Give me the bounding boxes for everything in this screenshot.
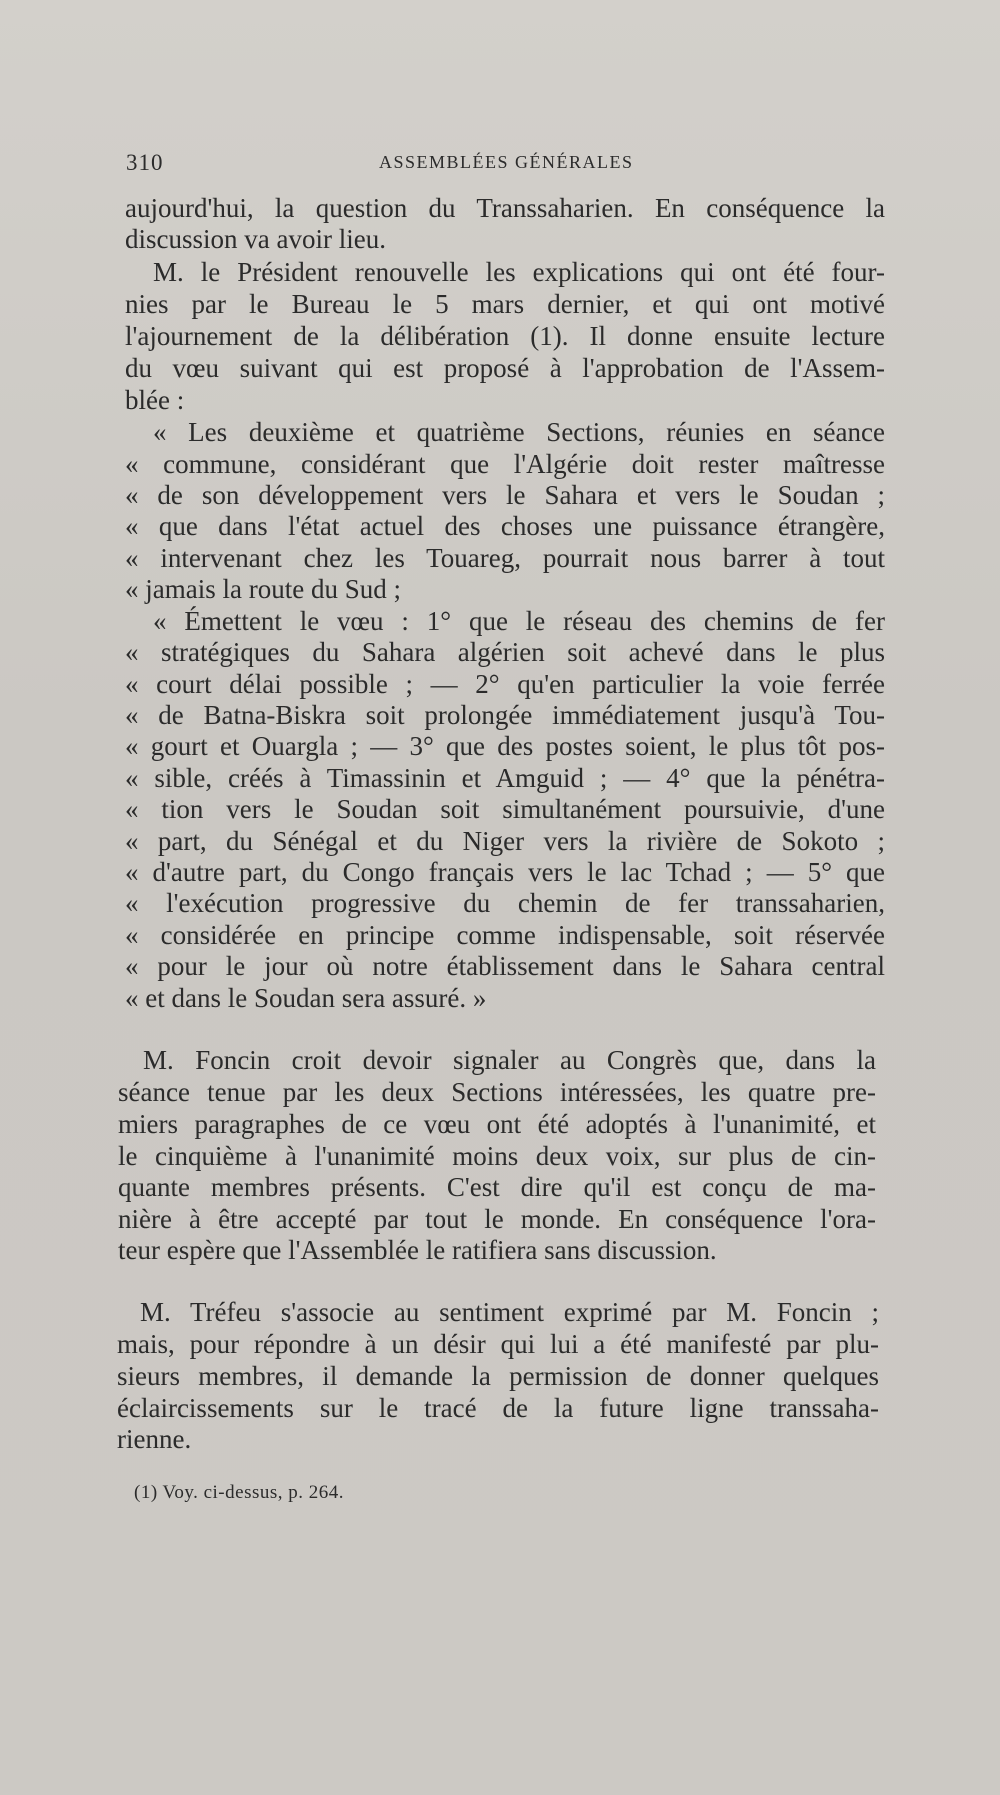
quote-line: « d'autre part, du Congo français vers le lac Tchad ; — 5° que [125, 857, 885, 887]
quote-line: « jamais la route du Sud ; [125, 574, 401, 604]
text-line: M. Tréfeu s'associe au sentiment exprimé par M. Foncin ; [140, 1297, 879, 1327]
quote-line: « part, du Sénégal et du Niger vers la rivière de Sokoto ; [125, 826, 885, 856]
quote-line: « commune, considérant que l'Algérie doit rester maîtresse [125, 449, 885, 479]
quote-line: « pour le jour où notre établissement dans le Sahara central [125, 951, 885, 981]
text-line: éclaircissements sur le tracé de la future ligne transsaha- [117, 1393, 879, 1423]
text-line: sieurs membres, il demande la permission de donner quelques [117, 1361, 879, 1391]
text-line: du vœu suivant qui est proposé à l'approbation de l'Assem- [125, 353, 885, 383]
quote-line: « l'exécution progressive du chemin de fer transsaharien, [125, 888, 885, 918]
text-line: blée : [125, 385, 185, 415]
quote-line: « de son développement vers le Sahara et vers le Soudan ; [125, 480, 885, 510]
page-number: 310 [126, 150, 164, 175]
running-head: ASSEMBLÉES GÉNÉRALES [379, 152, 634, 172]
text-line: teur espère que l'Assemblée le ratifiera sans discussion. [118, 1235, 717, 1265]
quote-line: « sible, créés à Timassinin et Amguid ; — 4° que la pénétra- [125, 763, 885, 793]
text-line: nies par le Bureau le 5 mars dernier, et qui ont motivé [125, 289, 885, 319]
quote-line: « gourt et Ouargla ; — 3° que des postes soient, le plus tôt pos- [125, 731, 885, 761]
quote-line: « court délai possible ; — 2° qu'en particulier la voie ferrée [125, 669, 885, 699]
text-line: rienne. [117, 1424, 192, 1454]
quote-line: « considérée en principe comme indispensable, soit réservée [125, 920, 885, 950]
text-line: aujourd'hui, la question du Transsaharien. En conséquence la [125, 193, 885, 223]
quote-line: « Émettent le vœu : 1° que le réseau des chemins de fer [153, 606, 885, 636]
text-line: M. le Président renouvelle les explications qui ont été four- [153, 257, 885, 287]
page-header [126, 150, 646, 180]
quote-line: « que dans l'état actuel des choses une puissance étrangère, [125, 511, 885, 541]
text-line: quante membres présents. C'est dire qu'il est conçu de ma- [118, 1172, 876, 1202]
quote-line: « et dans le Soudan sera assuré. » [125, 983, 487, 1013]
text-line: nière à être accepté par tout le monde. En conséquence l'ora- [118, 1204, 876, 1234]
text-line: M. Foncin croit devoir signaler au Congrès que, dans la [143, 1045, 876, 1075]
text-line: mais, pour répondre à un désir qui lui a été manifesté par plu- [117, 1329, 879, 1359]
text-line: l'ajournement de la délibération (1). Il donne ensuite lecture [125, 321, 885, 351]
footnote: (1) Voy. ci-dessus, p. 264. [134, 1482, 345, 1503]
quote-line: « de Batna-Biskra soit prolongée immédiatement jusqu'à Tou- [125, 700, 885, 730]
text-line: séance tenue par les deux Sections intéressées, les quatre pre- [118, 1077, 876, 1107]
quote-line: « intervenant chez les Touareg, pourrait nous barrer à tout [125, 543, 885, 573]
text-line: discussion va avoir lieu. [125, 224, 386, 254]
quote-line: « stratégiques du Sahara algérien soit achevé dans le plus [125, 637, 885, 667]
text-line: le cinquième à l'unanimité moins deux voix, sur plus de cin- [118, 1141, 876, 1171]
text-line: miers paragraphes de ce vœu ont été adoptés à l'unanimité, et [118, 1109, 876, 1139]
quote-line: « tion vers le Soudan soit simultanément poursuivie, d'une [125, 794, 885, 824]
quote-line: « Les deuxième et quatrième Sections, réunies en séance [153, 417, 885, 447]
